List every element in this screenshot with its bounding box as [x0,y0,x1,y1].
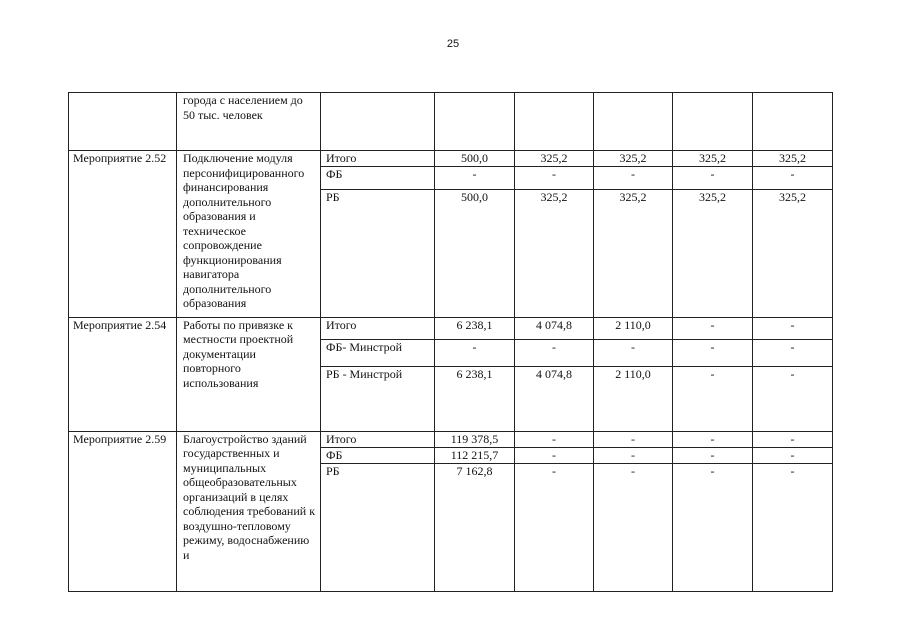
value-cell: - [594,339,673,366]
value-cell: - [435,339,515,366]
value-cell: 325,2 [673,189,753,317]
value-cell: 7 162,8 [435,463,515,591]
value-cell: 112 215,7 [435,447,515,463]
value-cell [594,93,673,151]
source-cell: РБ - Минстрой [321,366,435,431]
value-cell [435,93,515,151]
value-cell: 325,2 [594,189,673,317]
measure-name-cell: города с населением до 50 тыс. человек [177,93,321,151]
value-cell: - [594,431,673,447]
value-cell: - [673,431,753,447]
value-cell: - [594,166,673,189]
source-cell: ФБ [321,447,435,463]
value-cell: - [673,339,753,366]
measure-label-cell: Мероприятие 2.52 [69,151,177,318]
source-cell: ФБ [321,166,435,189]
value-cell: - [753,339,833,366]
value-cell: 325,2 [673,151,753,167]
measure-label-cell [69,93,177,151]
source-cell [321,93,435,151]
value-cell: 500,0 [435,151,515,167]
measure-name-cell: Подключение модуля персонифицированного финансирования дополнительного образования и техническое сопровождение функционирования навигатора дополнительного образования [177,151,321,318]
value-cell: - [753,366,833,431]
value-cell: 6 238,1 [435,317,515,339]
source-cell: Итого [321,317,435,339]
value-cell: - [515,431,594,447]
value-cell: - [435,166,515,189]
value-cell: - [515,463,594,591]
value-cell: - [673,463,753,591]
value-cell: - [673,366,753,431]
value-cell: - [753,166,833,189]
value-cell: 325,2 [515,189,594,317]
value-cell: - [753,463,833,591]
measure-label-cell: Мероприятие 2.59 [69,431,177,591]
source-cell: ФБ- Минстрой [321,339,435,366]
value-cell: 325,2 [753,189,833,317]
budget-table [68,92,833,592]
value-cell: - [673,317,753,339]
value-cell: 325,2 [753,151,833,167]
value-cell: 325,2 [515,151,594,167]
table-row [69,431,833,447]
value-cell: 325,2 [594,151,673,167]
value-cell [753,93,833,151]
page-number: 25 [446,38,460,50]
value-cell: 6 238,1 [435,366,515,431]
value-cell: - [753,447,833,463]
value-cell: - [673,447,753,463]
measure-label-cell: Мероприятие 2.54 [69,317,177,431]
measure-name-cell: Благоустройство зданий государственных и муниципальных общеобразовательных организаций в целях соблюдения требований к воздушно-тепловому режиму, водоснабжению и [177,431,321,591]
value-cell: - [515,166,594,189]
value-cell: - [594,447,673,463]
value-cell: 500,0 [435,189,515,317]
value-cell: - [753,431,833,447]
value-cell: - [673,166,753,189]
value-cell: 119 378,5 [435,431,515,447]
table-row [69,317,833,339]
value-cell: - [594,463,673,591]
value-cell: - [515,339,594,366]
measure-name-cell: Работы по привязке к местности проектной документации повторного использования [177,317,321,431]
value-cell [515,93,594,151]
source-cell: Итого [321,151,435,167]
source-cell: РБ [321,189,435,317]
table-row [69,151,833,167]
value-cell: 4 074,8 [515,366,594,431]
source-cell: РБ [321,463,435,591]
value-cell: 2 110,0 [594,366,673,431]
value-cell: 2 110,0 [594,317,673,339]
table-row [69,93,833,151]
value-cell [673,93,753,151]
value-cell: - [753,317,833,339]
source-cell: Итого [321,431,435,447]
value-cell: - [515,447,594,463]
value-cell: 4 074,8 [515,317,594,339]
